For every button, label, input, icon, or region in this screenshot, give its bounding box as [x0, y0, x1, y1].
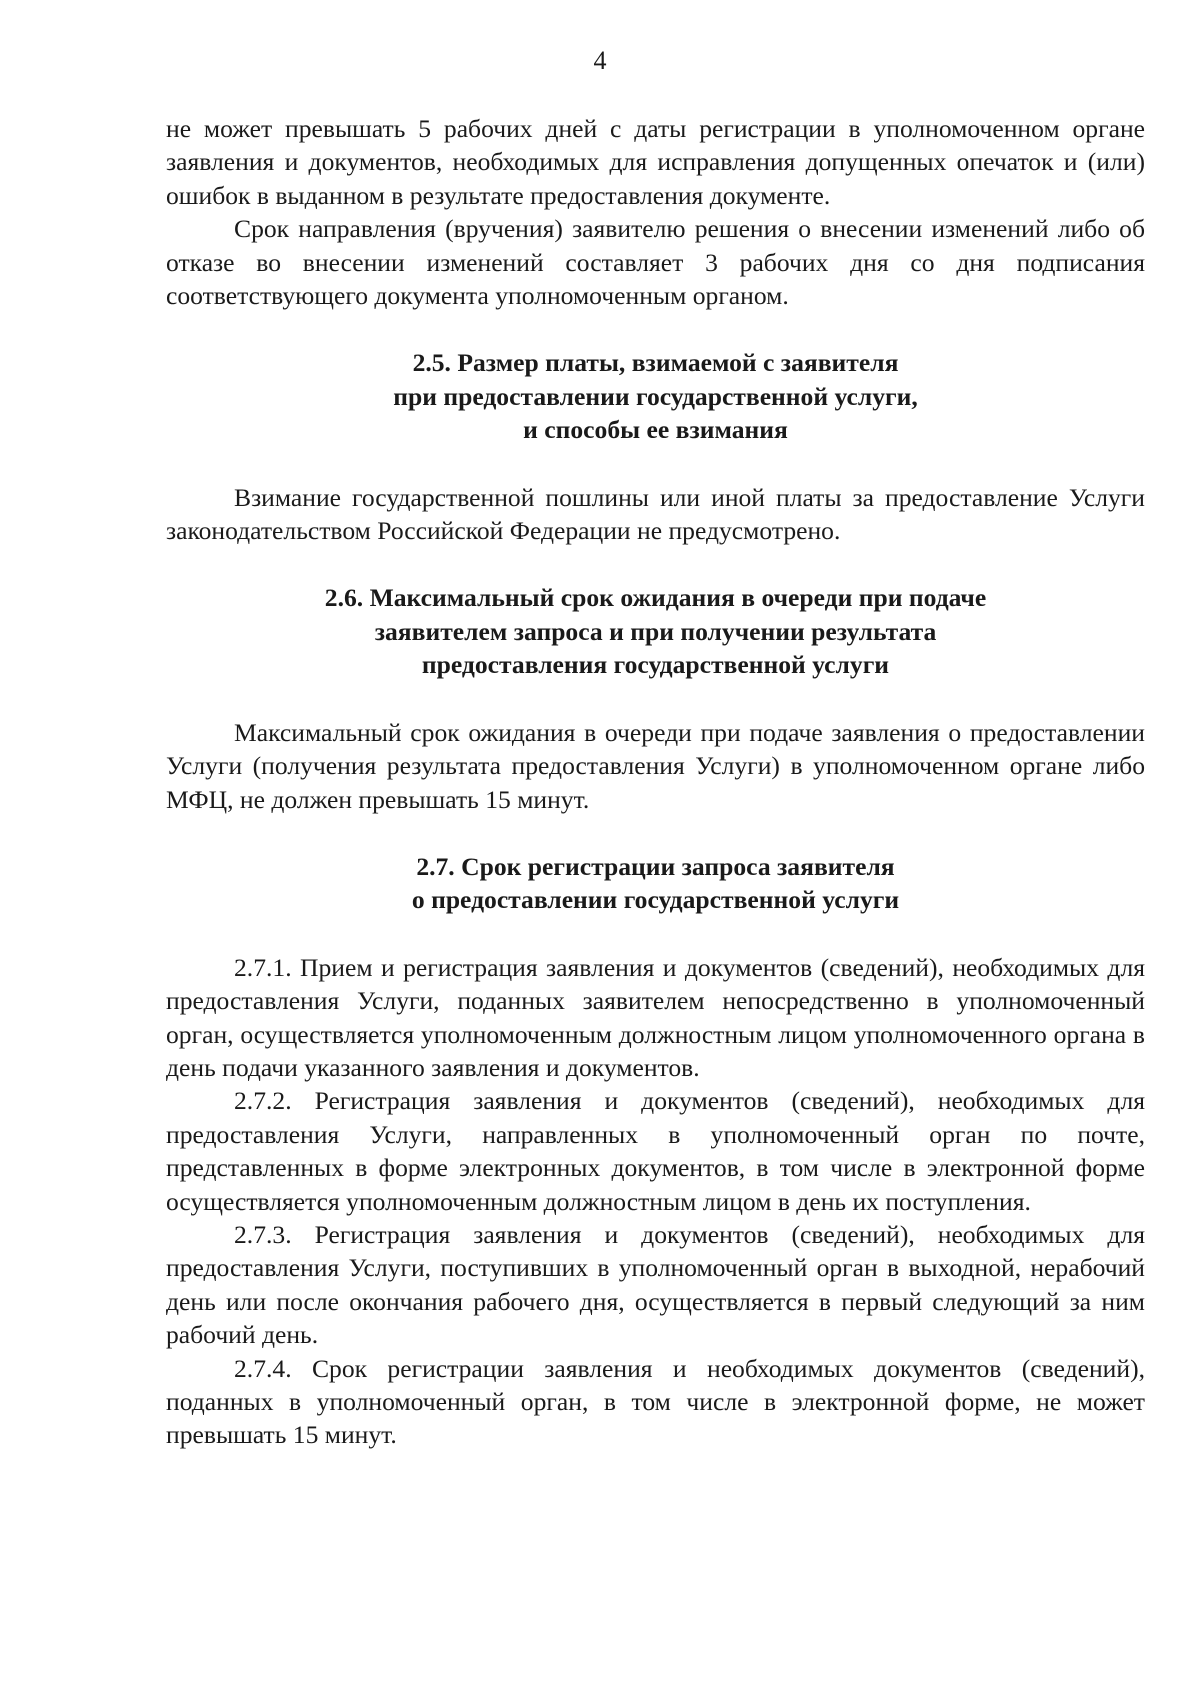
heading-line: 2.7. Срок регистрации запроса заявителя — [416, 851, 895, 881]
page-number: 4 — [593, 46, 607, 75]
paragraph-correction-deadline: не может превышать 5 рабочих дней с даты регистрации в уполномоченном органе заявления и документов, необходимых для исправления допущенных опечаток и (или) ошибок в выданном в результате предоставления документе. — [166, 114, 1145, 210]
heading-line: при предоставлении государственной услуги, — [393, 381, 918, 411]
paragraph-2-7-2: 2.7.2. Регистрация заявления и документов (сведений), необходимых для предоставления Услуги, направленных в уполномоченный орган по почте, представленных в форме электронных документов, в том числе в электронной форме осуществляется уполномоченным должностным лицом в день их поступления. — [166, 1086, 1145, 1216]
heading-line: и способы ее взимания — [523, 415, 788, 445]
heading-line: 2.5. Размер платы, взимаемой с заявителя — [412, 348, 899, 378]
paragraph-decision-delivery: Срок направления (вручения) заявителю решения о внесении изменений либо об отказе во внесении изменений составляет 3 рабочих дня со дня подписания соответствующего документа уполномоченным органом. — [166, 214, 1145, 311]
paragraph-queue-wait: Максимальный срок ожидания в очереди при подаче заявления о предоставлении Услуги (получения результата предоставления Услуги) в уполномоченном органе либо МФЦ, не должен превышать 15 минут. — [166, 717, 1145, 814]
heading-line: о предоставлении государственной услуги — [411, 885, 900, 915]
paragraph-2-7-4: 2.7.4. Срок регистрации заявления и необходимых документов (сведений), поданных в уполномоченный орган, в том числе в электронной форме, не может превышать 15 минут. — [166, 1353, 1145, 1450]
section-heading-2-5 — [166, 346, 1145, 446]
document-body — [166, 112, 1145, 1452]
heading-line: предоставления государственной услуги — [421, 650, 890, 680]
heading-line: заявителем запроса и при получении результата — [374, 616, 937, 646]
section-heading-2-6 — [166, 581, 1145, 681]
section-heading-2-7 — [166, 850, 1145, 917]
paragraph-2-7-1: 2.7.1. Прием и регистрация заявления и документов (сведений), необходимых для предоставления Услуги, поданных заявителем непосредственно в уполномоченный орган, осуществляется уполномоченным должностным лицом уполномоченного органа в день подачи указанного заявления и документов. — [166, 952, 1145, 1082]
heading-line: 2.6. Максимальный срок ожидания в очереди при подаче — [324, 583, 987, 613]
paragraph-2-7-3: 2.7.3. Регистрация заявления и документов (сведений), необходимых для предоставления Услуги, поступивших в уполномоченный орган в выходной, нерабочий день или после окончания рабочего дня, осуществляется в первый следующий за ним рабочий день. — [166, 1219, 1145, 1350]
paragraph-fee: Взимание государственной пошлины или иной платы за предоставление Услуги законодательством Российской Федерации не предусмотрено. — [166, 482, 1145, 546]
